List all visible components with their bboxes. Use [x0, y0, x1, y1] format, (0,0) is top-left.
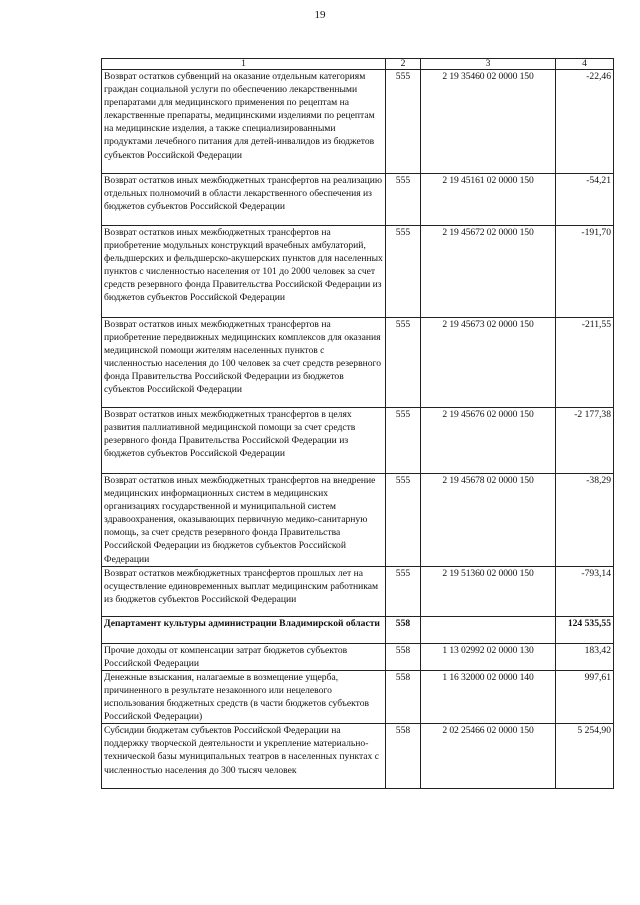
row-admin-code: 555 — [386, 474, 421, 567]
row-amount: 183,42 — [556, 643, 614, 670]
row-description: Субсидии бюджетам субъектов Российской Федерации на поддержку творческой деятельности и укрепление материально-технической базы муниципальных театров в населенных пунктах с численностью населения до 300 тысяч человек — [102, 724, 386, 789]
row-admin-code: 558 — [386, 724, 421, 789]
row-budget-code: 1 16 32000 02 0000 140 — [421, 670, 556, 723]
table-row — [102, 226, 614, 318]
row-amount: -211,55 — [556, 318, 614, 408]
row-budget-code: 2 19 45678 02 0000 150 — [421, 474, 556, 567]
table-row — [102, 474, 614, 567]
row-budget-code: 2 19 45672 02 0000 150 — [421, 226, 556, 318]
row-admin-code: 555 — [386, 318, 421, 408]
revenue-table — [101, 58, 614, 789]
row-description: Возврат остатков субвенций на оказание отдельным категориям граждан социальной услуги по обеспечению лекарственными препаратами для медицинского применения по рецептам на лекарственные препараты, медицинскими изделиями по рецептам на медицинские изделия, а также специализированными продуктами лечебного питания для детей-инвалидов из бюджетов субъектов Российской Федерации — [102, 70, 386, 174]
row-amount: -2 177,38 — [556, 408, 614, 474]
column-header-2: 2 — [386, 59, 421, 70]
table-row — [102, 616, 614, 643]
table-header-row — [102, 59, 614, 70]
table-row — [102, 318, 614, 408]
row-admin-code: 555 — [386, 174, 421, 226]
row-description: Возврат остатков иных межбюджетных трансфертов на приобретение передвижных медицинских комплексов для оказания медицинской помощи жителям населенных пунктов с численностью населения до 100 человек за счет средств резервного фонда Правительства Российской Федерации из бюджетов субъектов Российской Федерации — [102, 318, 386, 408]
table-body — [102, 70, 614, 789]
row-amount: 5 254,90 — [556, 724, 614, 789]
row-amount: -793,14 — [556, 566, 614, 616]
row-admin-code: 558 — [386, 670, 421, 723]
row-budget-code: 2 19 45676 02 0000 150 — [421, 408, 556, 474]
row-budget-code: 2 19 45673 02 0000 150 — [421, 318, 556, 408]
row-budget-code: 2 19 45161 02 0000 150 — [421, 174, 556, 226]
row-description: Возврат остатков межбюджетных трансфертов прошлых лет на осуществление единовременных выплат медицинским работникам из бюджетов субъектов Российской Федерации — [102, 566, 386, 616]
table-row — [102, 174, 614, 226]
column-header-4: 4 — [556, 59, 614, 70]
row-budget-code: 2 02 25466 02 0000 150 — [421, 724, 556, 789]
row-admin-code: 555 — [386, 226, 421, 318]
table-row — [102, 408, 614, 474]
table-row — [102, 724, 614, 789]
table-row — [102, 566, 614, 616]
row-description: Денежные взыскания, налагаемые в возмещение ущерба, причиненного в результате незаконного или нецелевого использования бюджетных средств (в части бюджетов субъектов Российской Федерации) — [102, 670, 386, 723]
page-number: 19 — [314, 9, 326, 21]
column-header-3: 3 — [421, 59, 556, 70]
row-admin-code: 558 — [386, 643, 421, 670]
row-amount: -191,70 — [556, 226, 614, 318]
row-amount: -54,21 — [556, 174, 614, 226]
table-row — [102, 643, 614, 670]
row-budget-code: 2 19 51360 02 0000 150 — [421, 566, 556, 616]
row-budget-code: 1 13 02992 02 0000 130 — [421, 643, 556, 670]
row-description: Возврат остатков иных межбюджетных трансфертов в целях развития паллиативной медицинской помощи за счет средств резервного фонда Правительства Российской Федерации из бюджетов субъектов Российской Федерации — [102, 408, 386, 474]
table-row — [102, 70, 614, 174]
row-amount: -38,29 — [556, 474, 614, 567]
row-amount: 997,61 — [556, 670, 614, 723]
row-admin-code: 555 — [386, 566, 421, 616]
row-budget-code — [421, 616, 556, 643]
table-row — [102, 670, 614, 723]
row-description: Прочие доходы от компенсации затрат бюджетов субъектов Российской Федерации — [102, 643, 386, 670]
row-description: Возврат остатков иных межбюджетных трансфертов на приобретение модульных конструкций врачебных амбулаторий, фельдшерских и фельдшерско-акушерских пунктов для населенных пунктов с численностью населения от 101 до 2000 человек за счет средств резервного фонда Правительства Российской Федерации из бюджетов субъектов Российской Федерации — [102, 226, 386, 318]
row-description: Департамент культуры администрации Владимирской области — [102, 616, 386, 643]
column-header-1: 1 — [102, 59, 386, 70]
row-description: Возврат остатков иных межбюджетных трансфертов на реализацию отдельных полномочий в области лекарственного обеспечения из бюджетов субъектов Российской Федерации — [102, 174, 386, 226]
row-amount: 124 535,55 — [556, 616, 614, 643]
row-description: Возврат остатков иных межбюджетных трансфертов на внедрение медицинских информационных систем в медицинских организациях государственной и муниципальной систем здравоохранения, оказывающих первичную медико-санитарную помощь, за счет средств резервного фонда Правительства Российской Федерации из бюджетов субъектов Российской Федерации — [102, 474, 386, 567]
row-admin-code: 558 — [386, 616, 421, 643]
row-budget-code: 2 19 35460 02 0000 150 — [421, 70, 556, 174]
row-amount: -22,46 — [556, 70, 614, 174]
row-admin-code: 555 — [386, 70, 421, 174]
row-admin-code: 555 — [386, 408, 421, 474]
